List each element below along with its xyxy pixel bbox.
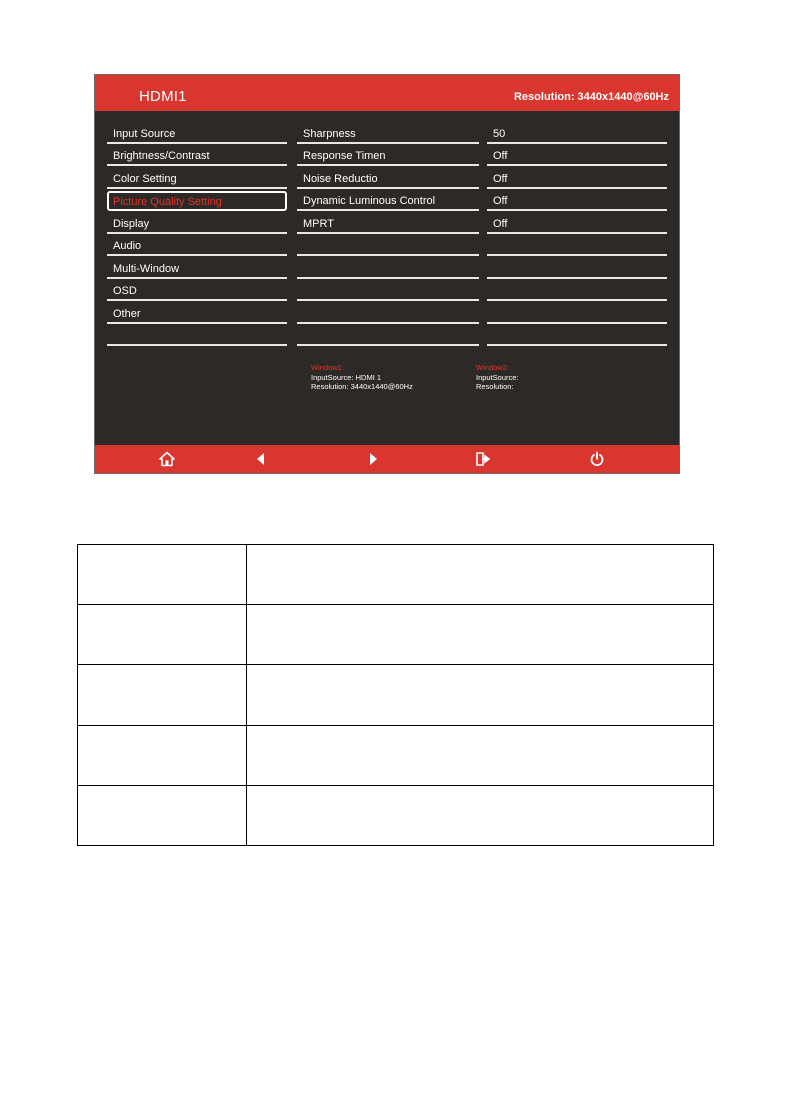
setting-value-empty [487,281,667,302]
menu-item-label: Display [113,217,150,230]
table-row [78,665,714,725]
menu-item-brightness-contrast[interactable] [107,146,287,167]
table-cell [78,605,247,665]
menu-item-color-setting[interactable] [107,168,287,189]
menu-item-label: Multi-Window [113,262,180,275]
osd-footer [95,445,679,473]
menu-item-label: Input Source [113,127,176,140]
menu-item-other[interactable] [107,303,287,324]
table-row [78,605,714,665]
exit-icon[interactable] [475,451,491,467]
description-table [77,544,714,846]
setting-value-empty [487,236,667,257]
setting-value-dynamic-luminous-control[interactable] [487,191,667,212]
setting-label: Noise Reductio [303,172,378,185]
setting-value: Off [493,172,508,185]
window1-input-source: InputSource: HDMI 1 [311,372,382,382]
power-icon[interactable] [589,451,605,467]
setting-label: Dynamic Luminous Control [303,195,436,207]
window2-title: Window2: [476,363,509,372]
table-row [78,725,714,785]
setting-value-response-time[interactable] [487,146,667,167]
setting-mprt[interactable] [297,213,479,234]
setting-value: Off [493,217,508,230]
table-cell [247,545,714,605]
setting-label: Sharpness [303,127,356,140]
table-cell [247,665,714,725]
window2-info [476,363,519,392]
setting-label: Response Timen [303,150,386,162]
table-cell [78,665,247,725]
setting-value-empty [487,303,667,324]
settings-list [297,123,479,348]
menu-item-label: Color Setting [113,172,177,185]
window2-input-source: InputSource: [476,372,519,382]
menu-item-label: Brightness/Contrast [113,150,210,162]
setting-noise-reduction[interactable] [297,168,479,189]
table-cell [247,725,714,785]
window1-title: Window1: [311,363,344,372]
settings-values [487,123,667,348]
osd-header [95,75,679,111]
menu-item-osd[interactable] [107,281,287,302]
menu-item-empty [107,326,287,347]
setting-value-empty [487,258,667,279]
osd-window [94,74,680,474]
setting-dynamic-luminous-control[interactable] [297,191,479,212]
setting-empty [297,326,479,347]
table-cell [78,545,247,605]
setting-response-time[interactable] [297,146,479,167]
setting-value: 50 [493,127,506,140]
window2-resolution: Resolution: [476,382,514,391]
menu-item-picture-quality-setting[interactable] [107,191,287,212]
window1-info [311,363,413,392]
setting-label: MPRT [303,217,334,230]
table-row [78,545,714,605]
window1-resolution: Resolution: 3440x1440@60Hz [311,382,413,391]
home-icon[interactable] [159,451,175,467]
table-cell [78,725,247,785]
menu-item-label: Picture Quality Setting [113,196,222,208]
table-row [78,785,714,845]
resolution-readout: Resolution: 3440x1440@60Hz [513,91,669,103]
setting-value-noise-reduction[interactable] [487,168,667,189]
setting-empty [297,258,479,279]
input-source-title: HDMI1 [139,88,187,105]
menu-item-label: OSD [113,285,137,297]
main-menu [107,123,287,348]
arrow-left-icon[interactable] [253,451,269,467]
menu-item-display[interactable] [107,213,287,234]
setting-value: Off [493,195,508,207]
setting-value-empty [487,326,667,347]
setting-value-mprt[interactable] [487,213,667,234]
setting-empty [297,281,479,302]
menu-item-label: Other [113,307,141,320]
setting-value-sharpness[interactable] [487,123,667,144]
table-cell [247,605,714,665]
menu-item-input-source[interactable] [107,123,287,144]
setting-sharpness[interactable] [297,123,479,144]
menu-item-label: Audio [113,240,142,252]
setting-value: Off [493,150,508,162]
arrow-right-icon[interactable] [365,451,381,467]
table-cell [78,785,247,845]
table-cell [247,785,714,845]
menu-item-audio[interactable] [107,236,287,257]
setting-empty [297,236,479,257]
setting-empty [297,303,479,324]
menu-item-multi-window[interactable] [107,258,287,279]
